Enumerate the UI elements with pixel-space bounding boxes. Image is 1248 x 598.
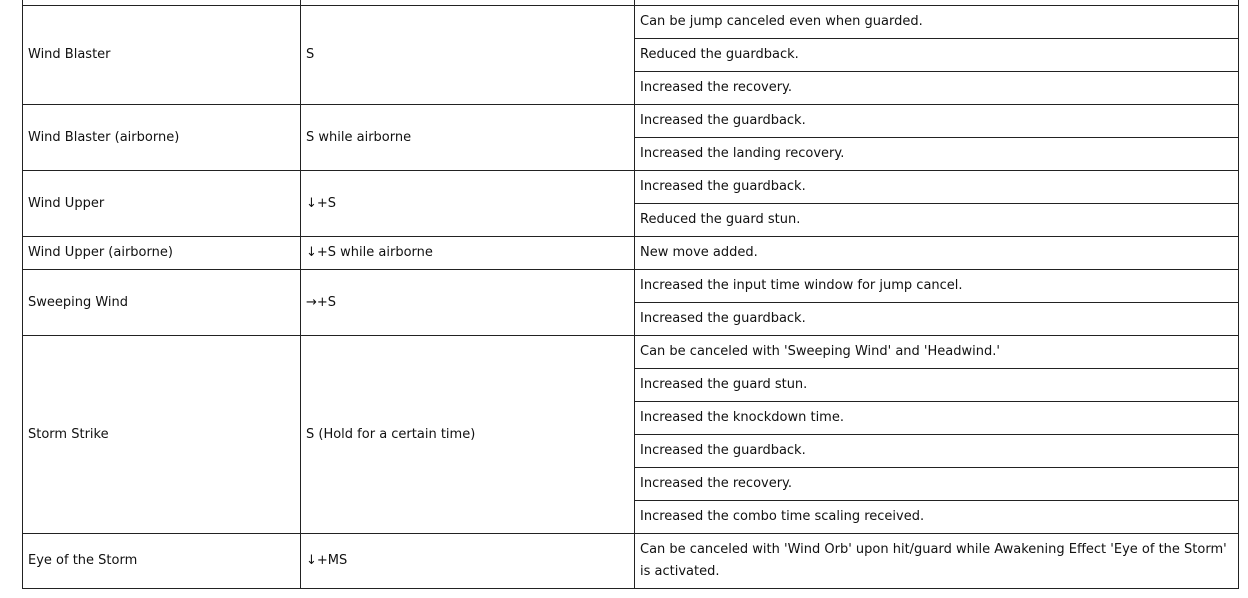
- change-description-cell: Increased the combo time scaling received.: [635, 501, 1239, 534]
- move-command-cell: ↓+S while airborne: [301, 237, 635, 270]
- change-description-cell: Increased the recovery.: [635, 468, 1239, 501]
- change-description-cell: Reduced the guardback.: [635, 39, 1239, 72]
- patch-notes-table: [22, 0, 1239, 589]
- change-description-cell: Increased the guardback.: [635, 435, 1239, 468]
- change-description-cell: Can be canceled with 'Wind Orb' upon hit/guard while Awakening Effect 'Eye of the Storm' is activated.: [635, 534, 1239, 589]
- move-command-cell: →+S: [301, 270, 635, 336]
- move-command-cell: ↓+S: [301, 171, 635, 237]
- change-description-cell: Increased the guardback.: [635, 105, 1239, 138]
- change-description-cell: Increased the guardback.: [635, 171, 1239, 204]
- move-command-cell: S: [301, 6, 635, 105]
- move-name-cell: Wind Blaster: [23, 6, 301, 105]
- table-row: [23, 171, 1239, 204]
- change-description-cell: Reduced the guard stun.: [635, 204, 1239, 237]
- move-name-cell: Eye of the Storm: [23, 534, 301, 589]
- move-name-cell: Wind Upper: [23, 171, 301, 237]
- change-description-cell: Increased the recovery.: [635, 72, 1239, 105]
- change-description-cell: Can be jump canceled even when guarded.: [635, 6, 1239, 39]
- change-description-cell: Increased the guard stun.: [635, 369, 1239, 402]
- table-row: [23, 534, 1239, 589]
- table-row: [23, 6, 1239, 39]
- move-command-cell: S while airborne: [301, 105, 635, 171]
- table-row: [23, 237, 1239, 270]
- table-row: [23, 336, 1239, 369]
- move-name-cell: Wind Blaster (airborne): [23, 105, 301, 171]
- move-command-cell: ↓+MS: [301, 534, 635, 589]
- table-row: [23, 105, 1239, 138]
- change-description-cell: Can be canceled with 'Sweeping Wind' and 'Headwind.': [635, 336, 1239, 369]
- move-name-cell: Wind Upper (airborne): [23, 237, 301, 270]
- table-row: [23, 270, 1239, 303]
- change-description-cell: Increased the input time window for jump cancel.: [635, 270, 1239, 303]
- move-name-cell: Storm Strike: [23, 336, 301, 534]
- change-description-cell: Increased the guardback.: [635, 303, 1239, 336]
- move-name-cell: Sweeping Wind: [23, 270, 301, 336]
- change-description-cell: Increased the landing recovery.: [635, 138, 1239, 171]
- patch-notes-table-body: [23, 0, 1239, 589]
- move-command-cell: S (Hold for a certain time): [301, 336, 635, 534]
- change-description-cell: Increased the knockdown time.: [635, 402, 1239, 435]
- change-description-cell: New move added.: [635, 237, 1239, 270]
